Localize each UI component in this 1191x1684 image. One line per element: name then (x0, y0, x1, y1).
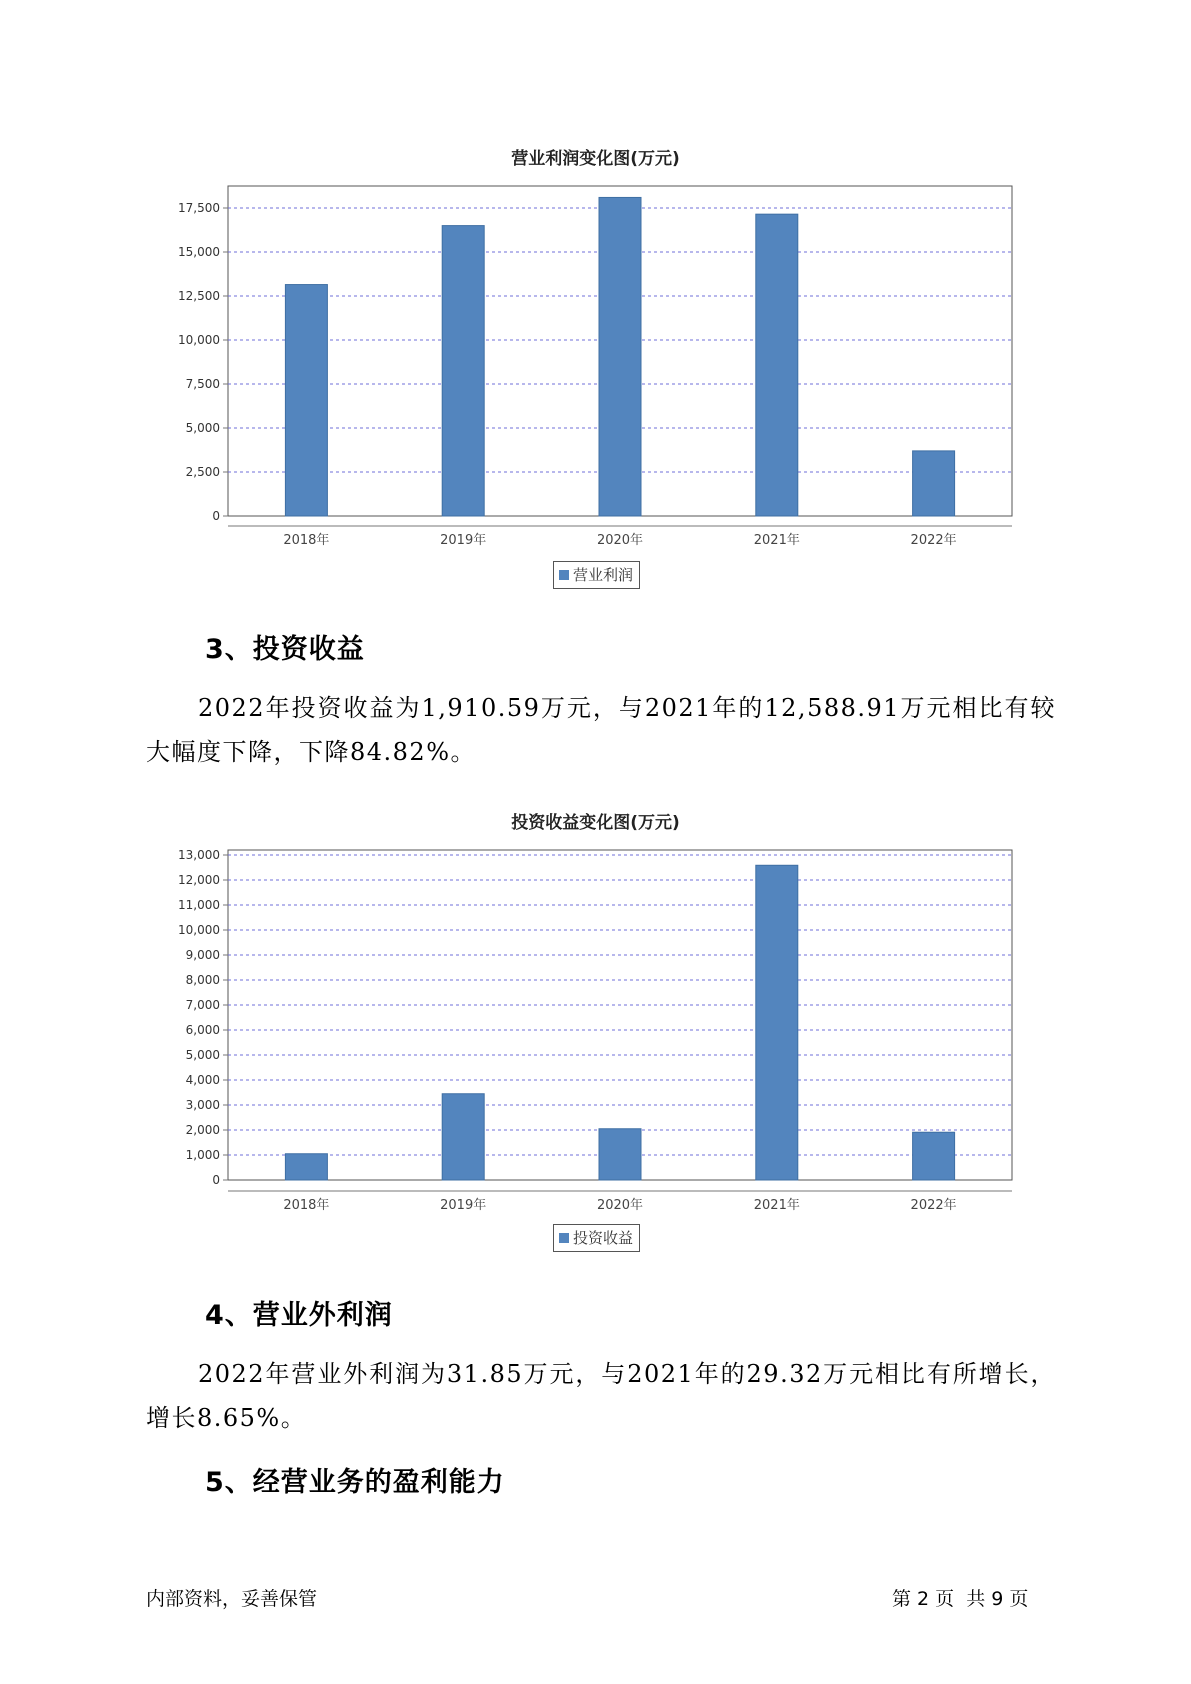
y-tick-label: 9,000 (185, 948, 220, 962)
chart2-investment-income (0, 842, 1191, 1222)
y-tick-label: 5,000 (185, 421, 220, 435)
bar-2022年 (913, 1132, 955, 1180)
bar-2021年 (756, 865, 798, 1180)
x-tick-label: 2021年 (753, 1198, 800, 1213)
y-tick-label: 10,000 (178, 333, 220, 347)
legend-swatch-icon (559, 1233, 569, 1243)
legend-swatch-icon (559, 570, 569, 580)
y-tick-label: 2,500 (185, 465, 220, 479)
y-tick-label: 11,000 (178, 898, 220, 912)
bar-2018年 (285, 1154, 327, 1180)
chart1-legend-label: 营业利润 (573, 566, 634, 584)
chart2-legend (553, 1224, 640, 1252)
bar-2020年 (599, 197, 641, 516)
chart1-operating-profit (0, 180, 1191, 560)
x-tick-label: 2020年 (596, 1198, 644, 1213)
x-tick-label: 2018年 (283, 1198, 330, 1213)
bar-2022年 (913, 451, 955, 516)
y-tick-label: 12,000 (178, 873, 220, 887)
section5-heading: 5、经营业务的盈利能力 (205, 1467, 505, 1498)
y-tick-label: 17,500 (178, 201, 220, 215)
y-tick-label: 12,500 (178, 289, 220, 303)
chart1-legend (553, 561, 640, 589)
y-tick-label: 3,000 (185, 1098, 220, 1112)
bar-2019年 (442, 226, 484, 516)
y-tick-label: 8,000 (185, 973, 220, 987)
y-tick-label: 13,000 (178, 848, 220, 862)
y-tick-label: 10,000 (178, 923, 220, 937)
chart1-title: 营业利润变化图(万元) (511, 149, 680, 169)
y-tick-label: 0 (212, 1173, 220, 1187)
x-tick-label: 2020年 (596, 533, 644, 548)
section4-paragraph: 2022年营业外利润为31.85万元，与2021年的29.32万元相比有所增长，增长8.65%。 (146, 1360, 1056, 1432)
section4-heading: 4、营业外利润 (205, 1300, 393, 1331)
chart2-legend-label: 投资收益 (573, 1229, 634, 1247)
y-tick-label: 0 (212, 509, 220, 523)
x-tick-label: 2018年 (283, 533, 330, 548)
y-tick-label: 15,000 (178, 245, 220, 259)
y-tick-label: 7,000 (185, 998, 220, 1012)
y-tick-label: 6,000 (185, 1023, 220, 1037)
x-tick-label: 2019年 (440, 1198, 487, 1213)
chart2-title: 投资收益变化图(万元) (511, 813, 680, 833)
x-tick-label: 2022年 (910, 1198, 957, 1213)
bar-2021年 (756, 214, 798, 516)
section3-heading: 3、投资收益 (205, 634, 365, 665)
y-tick-label: 1,000 (185, 1148, 220, 1162)
x-tick-label: 2021年 (753, 533, 800, 548)
x-tick-label: 2022年 (910, 533, 957, 548)
y-tick-label: 7,500 (185, 377, 220, 391)
footer-confidential: 内部资料，妥善保管 (146, 1588, 318, 1610)
section3-paragraph: 2022年投资收益为1,910.59万元，与2021年的12,588.91万元相比有较大幅度下降，下降84.82%。 (146, 694, 1056, 766)
footer-page-number: 第 2 页 共 9 页 (892, 1588, 1029, 1610)
y-tick-label: 4,000 (185, 1073, 220, 1087)
y-tick-label: 5,000 (185, 1048, 220, 1062)
x-tick-label: 2019年 (440, 533, 487, 548)
bar-2020年 (599, 1129, 641, 1180)
y-tick-label: 2,000 (185, 1123, 220, 1137)
bar-2019年 (442, 1094, 484, 1180)
bar-2018年 (285, 285, 327, 516)
